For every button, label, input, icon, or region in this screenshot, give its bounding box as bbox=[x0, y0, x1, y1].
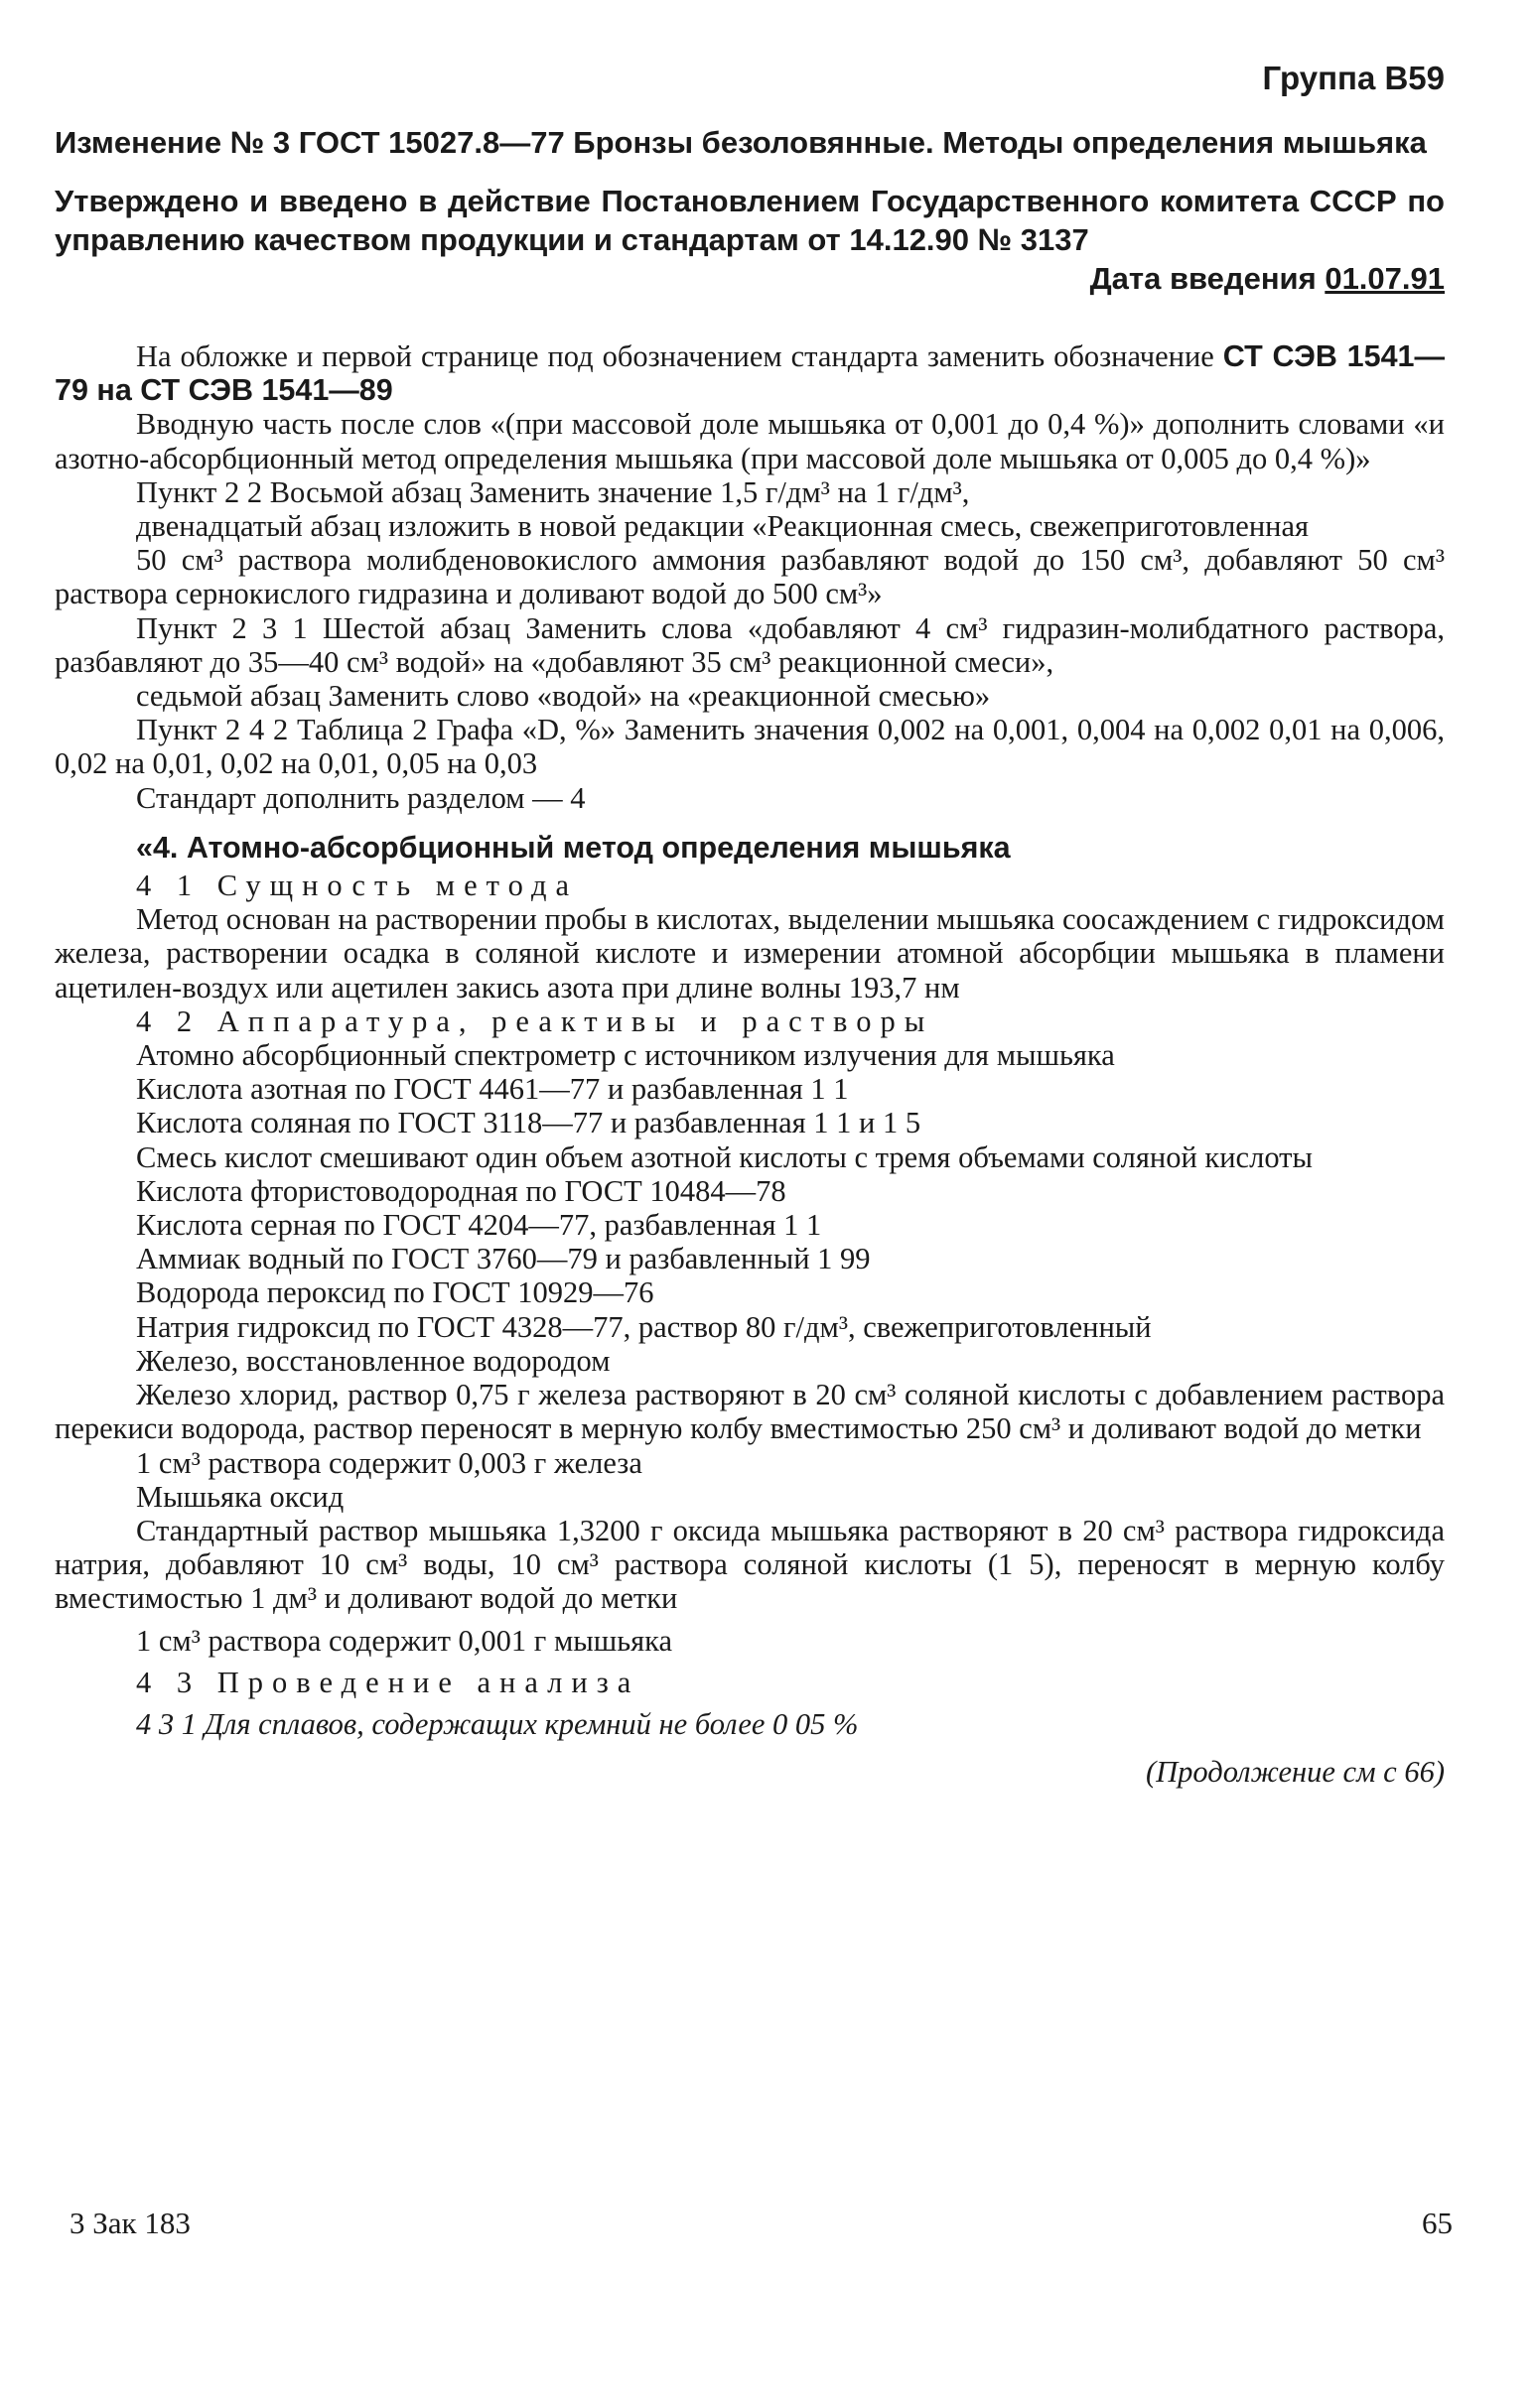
list-item: Железо хлорид, раствор 0,75 г железа растворяют в 20 см³ соляной кислоты с добавлением раствора перекиси водорода, раствор переносят в мерную колбу вместимостью 250 см³ и доливают водой до метки bbox=[55, 1378, 1445, 1446]
subsection-4-1-heading: 4 1 Сущность метода bbox=[136, 869, 578, 903]
list-item: Кислота серная по ГОСТ 4204—77, разбавленная 1 1 bbox=[136, 1208, 822, 1243]
subsection-4-3-heading: 4 3 Проведение анализа bbox=[136, 1665, 640, 1699]
list-item: Кислота соляная по ГОСТ 3118—77 и разбавленная 1 1 и 1 5 bbox=[136, 1106, 921, 1140]
intro-date-label: Дата введения bbox=[1089, 261, 1317, 296]
list-item: Кислота фтористоводородная по ГОСТ 10484—78 bbox=[136, 1173, 786, 1208]
continued-note: (Продолжение см с 66) bbox=[1146, 1755, 1445, 1790]
document-page bbox=[55, 60, 1445, 1789]
list-item: Атомно абсорбционный спектрометр с источником излучения для мышьяка bbox=[136, 1038, 1115, 1073]
list-item: Кислота азотная по ГОСТ 4461—77 и разбавленная 1 1 bbox=[136, 1072, 849, 1107]
paragraph: двенадцатый абзац изложить в новой редакции «Реакционная смесь, свежеприготовленная bbox=[136, 509, 1310, 544]
paragraph-text: На обложке и первой странице под обозначением стандарта заменить обозначение bbox=[136, 339, 1214, 373]
section-4-title: «4. Атомно-абсорбционный метод определения мышьяка bbox=[136, 830, 1011, 865]
page-footer bbox=[70, 2206, 1453, 2241]
paragraph: Пункт 2 3 1 Шестой абзац Заменить слова «добавляют 4 см³ гидразин-молибдатного раствора, разбавляют до 35—40 см³ водой» на «добавляют 35 см³ реакционной смеси», bbox=[55, 610, 1445, 679]
standard-replacement: СТ СЭВ 1541—79 на СТ СЭВ 1541—89 bbox=[55, 339, 1445, 408]
list-item: Стандартный раствор мышьяка 1,3200 г оксида мышьяка растворяют в 20 см³ раствора гидроксида натрия, добавляют 10 см³ воды, 10 см³ раствора соляной кислоты (1 5), переносят в мерную колбу вместимостью 1 дм³ и доливают водой до метки bbox=[55, 1513, 1445, 1616]
list-item: Железо, восстановленное водородом bbox=[136, 1343, 611, 1378]
document-body bbox=[55, 339, 1445, 1789]
list-item: Мышьяка оксид bbox=[136, 1479, 345, 1514]
paragraph: Вводную часть после слов «(при массовой доле мышьяка от 0,001 до 0,4 %)» дополнить словами «и азотно-абсорбционный метод определения мышьяка (при массовой доле мышьяка от 0,005 до 0,4 %)» bbox=[55, 407, 1445, 475]
page-number: 65 bbox=[1422, 2206, 1453, 2240]
change-title: Изменение № 3 ГОСТ 15027.8—77 Бронзы безоловянные. Методы определения мышьяка bbox=[55, 125, 1427, 160]
subsection-4-2-heading: 4 2 Аппаратура, реактивы и растворы bbox=[136, 1003, 934, 1038]
paragraph: седьмой абзац Заменить слово «водой» на «реакционной смесью» bbox=[136, 679, 991, 714]
paragraph: Пункт 2 2 Восьмой абзац Заменить значение 1,5 г/дм³ на 1 г/дм³, bbox=[136, 474, 970, 509]
subsection-4-3-1: 4 3 1 Для сплавов, содержащих кремний не более 0 05 % bbox=[136, 1706, 859, 1741]
order-number: 3 Зак 183 bbox=[70, 2206, 191, 2240]
list-item: Аммиак водный по ГОСТ 3760—79 и разбавленный 1 99 bbox=[136, 1242, 871, 1276]
intro-date-line bbox=[55, 259, 1445, 298]
paragraph: Пункт 2 4 2 Таблица 2 Графа «D, %» Заменить значения 0,002 на 0,001, 0,004 на 0,002 0,01 на 0,006, 0,02 на 0,01, 0,02 на 0,01, 0,05 на 0,03 bbox=[55, 713, 1445, 781]
paragraph: Метод основан на растворении пробы в кислотах, выделении мышьяка соосаждением с гидроксидом железа, растворении осадка в соляной кислоте и измерении атомной абсорбции мышьяка в пламени ацетилен-воздух или ацетилен закись азота при длине волны 193,7 нм bbox=[55, 902, 1445, 1004]
intro-date-value: 01.07.91 bbox=[1325, 261, 1445, 296]
list-item: 1 см³ раствора содержит 0,001 г мышьяка bbox=[136, 1623, 673, 1658]
list-item: Водорода пероксид по ГОСТ 10929—76 bbox=[136, 1275, 654, 1310]
list-item: Натрия гидроксид по ГОСТ 4328—77, раствор 80 г/дм³, свежеприготовленный bbox=[136, 1309, 1152, 1344]
paragraph: Стандарт дополнить разделом — 4 bbox=[136, 780, 586, 815]
list-item: Смесь кислот смешивают один объем азотной кислоты с тремя объемами соляной кислоты bbox=[136, 1139, 1313, 1174]
paragraph: 50 см³ раствора молибденовокислого аммония разбавляют водой до 150 см³, добавляют 50 см³ раствора сернокислого гидразина и доливают водой до 500 см³» bbox=[55, 543, 1445, 611]
list-item: 1 см³ раствора содержит 0,003 г железа bbox=[136, 1445, 642, 1480]
group-label: Группа В59 bbox=[1262, 60, 1445, 96]
paragraph bbox=[55, 339, 1445, 407]
approval-statement: Утверждено и введено в действие Постановлением Государственного комитета СССР по управлению качеством продукции и стандартам от 14.12.90 № 3137 bbox=[55, 184, 1445, 257]
